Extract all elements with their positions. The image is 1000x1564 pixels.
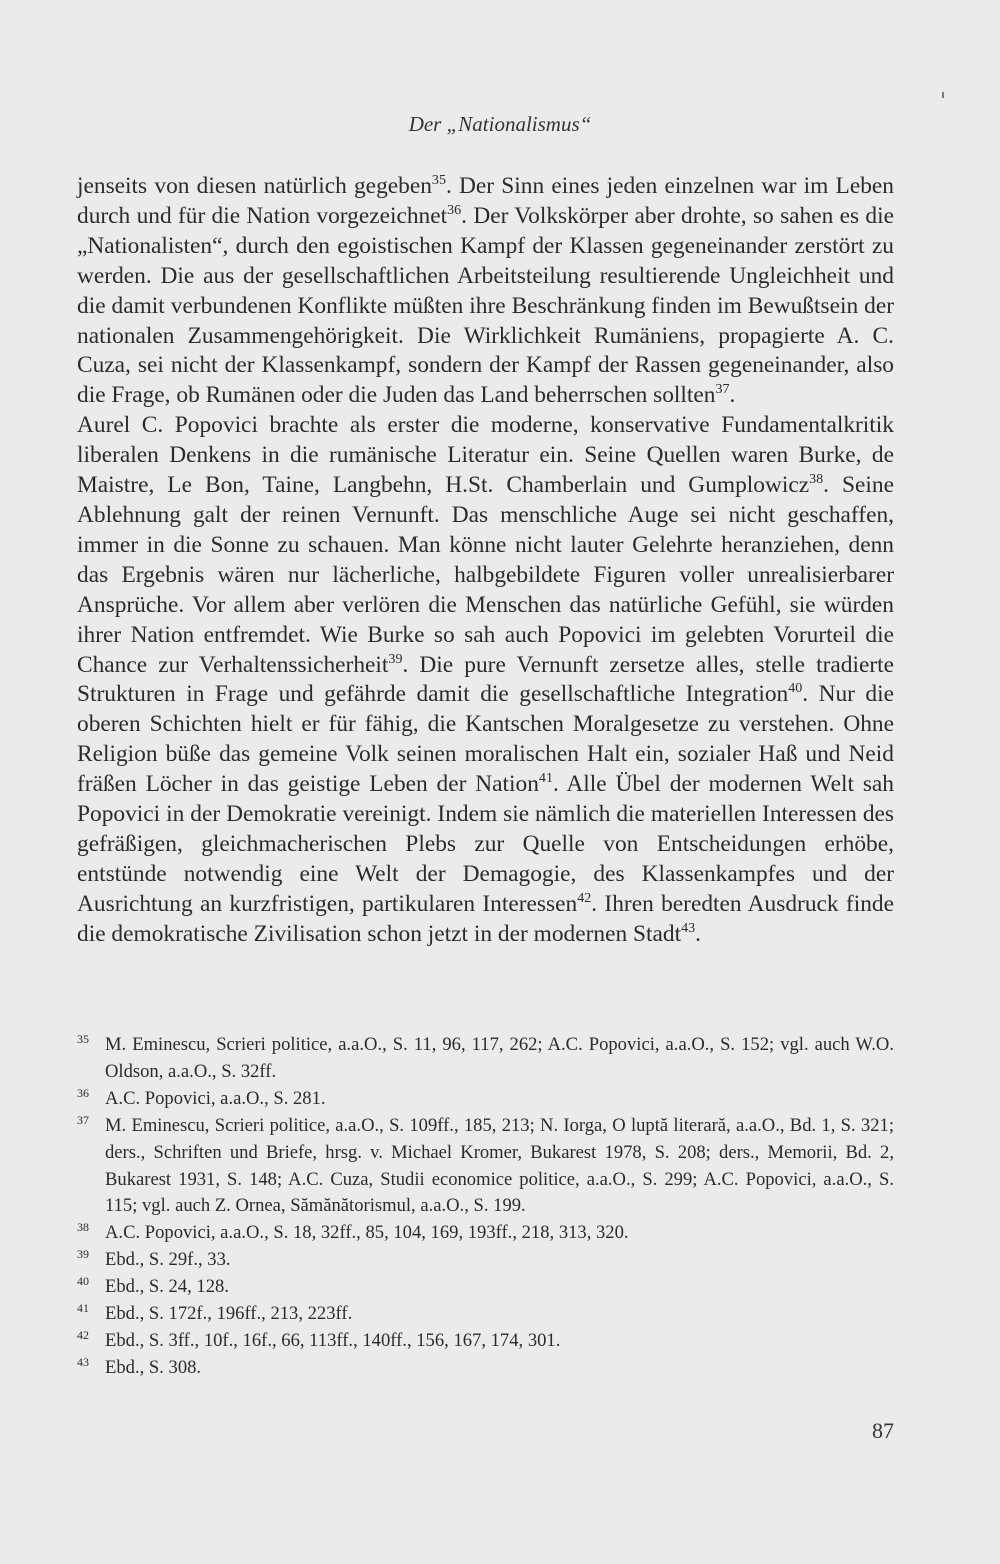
footnote-text: A.C. Popovici, a.a.O., S. 18, 32ff., 85, 104, 169, 193ff., 218, 313, 320. xyxy=(105,1222,629,1244)
paragraph-1 xyxy=(77,172,894,411)
footnote-ref[interactable]: 43 xyxy=(681,919,696,936)
text-segment: . xyxy=(695,920,701,947)
text-segment: . Nur die oberen Schichten hielt er für fähig, die Kantschen Moralgesetze zu verstehen. Ohne Religion büße das gemeine Volk seinen moralischen Halt ein, sozialer Haß und Neid fräßen Löcher in das geistige Leben der Nation xyxy=(77,681,894,798)
text-segment: jenseits von diesen natürlich gegeben xyxy=(77,173,432,199)
footnote-ref[interactable]: 37 xyxy=(715,381,730,398)
footnote-text: Ebd., S. 172f., 196ff., 213, 223ff. xyxy=(105,1303,353,1325)
running-head: Der „Nationalismus“ xyxy=(408,112,592,136)
footnote-number: 42 xyxy=(77,1327,89,1342)
footnote-text: Ebd., S. 3ff., 10f., 16f., 66, 113ff., 140ff., 156, 167, 174, 301. xyxy=(105,1329,561,1351)
footnote-ref[interactable]: 41 xyxy=(538,770,553,787)
footnote-39 xyxy=(77,1247,894,1274)
footnote-text: Ebd., S. 24, 128. xyxy=(105,1276,229,1298)
text-segment: . xyxy=(729,382,736,409)
paragraph-2 xyxy=(77,411,894,949)
footnote-40 xyxy=(77,1274,894,1301)
text-segment: . Ihren beredten Ausdruck finde die demokratische Zivilisation schon jetzt in der modernen Stadt xyxy=(77,890,894,947)
footnote-number: 39 xyxy=(77,1247,89,1262)
footnote-36 xyxy=(77,1086,894,1113)
footnote-number: 40 xyxy=(77,1274,89,1289)
footnote-text: M. Eminescu, Scrieri politice, a.a.O., S. 109ff., 185, 213; N. Iorga, O luptă literară, a.a.O., Bd. 1, S. 321; ders., Schriften und Briefe, hrsg. v. Michael Kromer, Bukarest 1978, S. 208; ders., Memorii, Bd. 2, Bukarest 1931, S. 148; A.C. Cuza, Studii economice politice, a.a.O., S. 299; A.C. Popovici, a.a.O., S. 115; vgl. auch Z. Ornea, Sămănătorismul, a.a.O., S. 199. xyxy=(105,1114,894,1217)
footnote-number: 41 xyxy=(77,1301,89,1316)
footnote-38 xyxy=(77,1220,894,1247)
footnote-ref[interactable]: 36 xyxy=(447,202,462,219)
text-segment: Aurel C. Popovici brachte als erster die moderne, konservative Fundamentalkritik liberalen Denkens in die rumänische Literatur ein. Seine Quellen waren Burke, de Maistre, Le Bon, Taine, Langbehn, H.St. Chamberlain und Gumplowicz xyxy=(77,412,894,499)
text-segment: . Der Volkskörper aber drohte, so sahen es die „Nationalisten“, durch den egoistischen Kampf der Klassen gegeneinander zerstört zu werden. Die aus der gesellschaftlichen Arbeitsteilung resultierende Ungleichheit und die damit verbundenen Konflikte müßten ihre Beschränkung finden im Bewußtsein der nationalen Zusammengehörigkeit. Die Wirklichkeit Rumäniens, propagierte A. C. Cuza, sei nicht der Klassenkampf, sondern der Kampf der Rassen gegeneinander, also die Frage, ob Rumänen oder die Juden das Land beherrschen sollten xyxy=(77,202,894,409)
footnote-text: A.C. Popovici, a.a.O., S. 281. xyxy=(105,1087,326,1109)
main-text xyxy=(77,172,894,950)
scan-speck xyxy=(942,92,944,98)
text-segment: . Alle Übel der modernen Welt sah Popovici in der Demokratie vereinigt. Indem sie nämlich die materiellen Interessen des gefräßigen, gleichmacherischen Plebs zur Quelle von Entscheidungen erhöbe, entstünde notwendig eine Welt der Demagogie, des Klassenkampfes und der Ausrichtung an kurzfristigen, partikularen Interessen xyxy=(77,771,894,917)
footnote-35 xyxy=(77,1032,894,1086)
page-number: 87 xyxy=(872,1418,894,1443)
footnotes xyxy=(77,1032,894,1382)
footnote-41 xyxy=(77,1301,894,1328)
footnote-text: Ebd., S. 29f., 33. xyxy=(105,1249,231,1271)
footnote-43 xyxy=(77,1355,894,1382)
footnote-37 xyxy=(77,1113,894,1221)
footnote-number: 35 xyxy=(77,1032,89,1046)
text-segment: . Seine Ablehnung galt der reinen Vernunft. Das menschliche Auge sei nicht geschaffen, immer in die Sonne zu schauen. Man könne nicht lauter Gelehrte heranziehen, denn das Ergebnis wären nur lächerliche, halbgebildete Figuren voller unrealisierbarer Ansprüche. Vor allem aber verlören die Menschen das natürliche Gefühl, sie würden ihrer Nation entfremdet. Wie Burke so sah auch Popovici im gelebten Vorurteil die Chance zur Verhaltenssicherheit xyxy=(77,472,894,678)
footnote-number: 38 xyxy=(77,1220,89,1235)
footnote-ref[interactable]: 39 xyxy=(388,650,403,667)
footnote-number: 37 xyxy=(77,1112,89,1127)
footnote-text: Ebd., S. 308. xyxy=(105,1356,202,1378)
text-segment: . Der Sinn eines jeden einzelnen war im Leben durch und für die Nation vorgezeichnet xyxy=(77,173,894,229)
footnote-number: 36 xyxy=(77,1085,89,1100)
footnote-ref[interactable]: 42 xyxy=(577,889,592,906)
footnote-number: 43 xyxy=(77,1354,89,1369)
footnote-text: M. Eminescu, Scrieri politice, a.a.O., S. 11, 96, 117, 262; A.C. Popovici, a.a.O., S. 152; vgl. auch W.O. Oldson, a.a.O., S. 32ff. xyxy=(105,1034,894,1082)
footnote-ref[interactable]: 38 xyxy=(809,471,824,488)
footnote-42 xyxy=(77,1328,894,1355)
footnote-ref[interactable]: 35 xyxy=(431,172,446,189)
text-segment: . Die pure Vernunft zersetze alles, stelle tradierte Strukturen in Frage und gefährde damit die gesellschaftliche Integration xyxy=(77,651,894,708)
footnote-ref[interactable]: 40 xyxy=(788,680,803,697)
